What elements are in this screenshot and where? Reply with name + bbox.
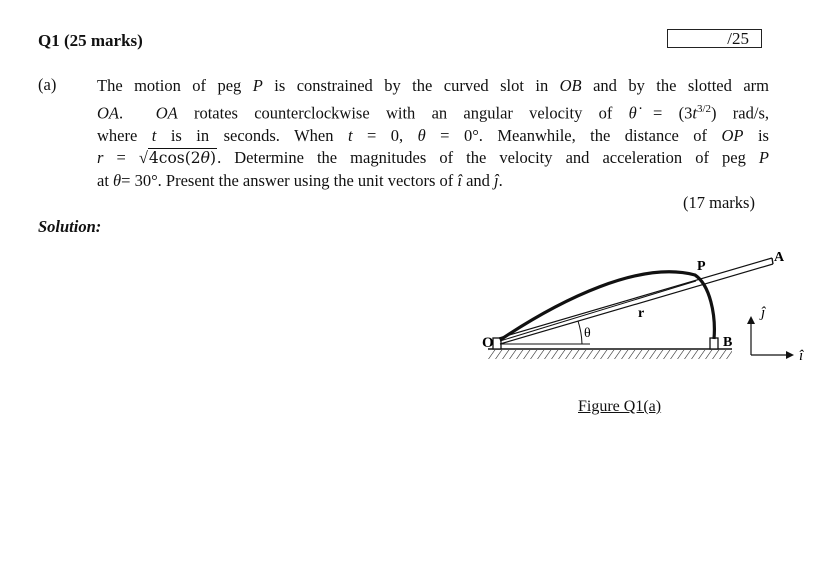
solution-label: Solution:	[38, 217, 102, 236]
body-line-5: at θ= 30°. Present the answer using the unit vectors of î and ĵ.	[97, 170, 503, 190]
body-line-1: The motion of peg P is constrained by the curved slot in OB and by the slotted arm	[97, 76, 769, 95]
j-arrowhead	[747, 316, 755, 324]
label-a: A	[774, 250, 785, 265]
question-title: Q1 (25 marks)	[38, 31, 143, 50]
score-box	[667, 29, 762, 48]
label-i-hat: î	[799, 348, 804, 364]
figure-caption: Figure Q1(a)	[578, 398, 662, 415]
label-b: B	[723, 335, 733, 350]
score-text: /25	[727, 29, 749, 48]
ground-hatch	[488, 350, 732, 359]
slotted-arm-end	[772, 258, 773, 264]
label-r: r	[638, 306, 645, 321]
figure-q1a	[470, 245, 810, 395]
label-j-hat: ĵ	[761, 305, 766, 321]
part-marks: (17 marks)	[683, 193, 755, 212]
label-p: P	[697, 259, 706, 274]
pin-support-b	[710, 338, 718, 349]
body-line-3: where t is in seconds. When t = 0, θ = 0°. Meanwhile, the distance of OP is	[97, 125, 769, 145]
slotted-arm-top	[499, 258, 772, 338]
part-label: (a)	[38, 75, 57, 94]
label-theta: θ	[584, 326, 591, 341]
i-arrowhead	[786, 351, 794, 359]
question-body	[97, 75, 769, 192]
label-o: O	[482, 335, 494, 351]
r-line	[500, 281, 696, 341]
body-line-2: OA. OA rotates counterclockwise with an angular velocity of θ̇ = $(3t^{3/2})$ rad/s,	[97, 102, 769, 123]
theta-arc	[578, 321, 582, 344]
body-line-4: r = √4cos(2θ). Determine the magnitudes of the velocity and acceleration of peg P	[97, 148, 769, 168]
